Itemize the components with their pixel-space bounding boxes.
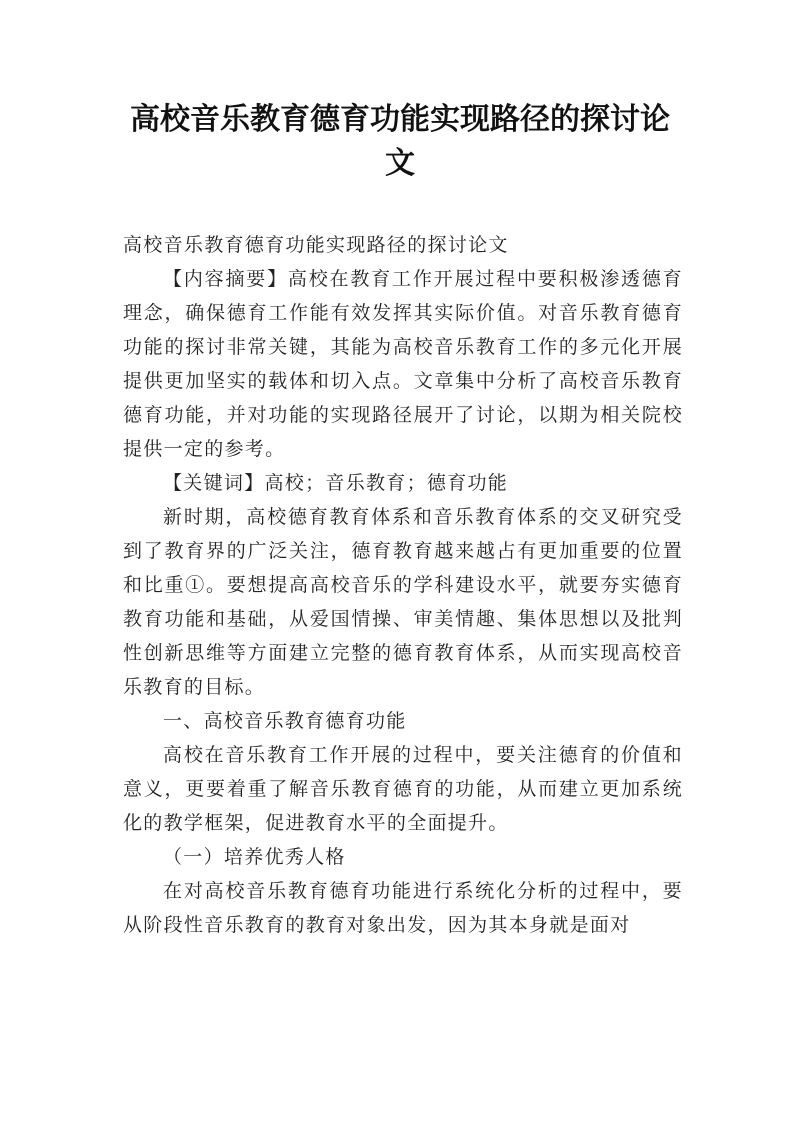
subsection-paragraph-1: 在对高校音乐教育德育功能进行系统化分析的过程中，要从阶段性音乐教育的教育对象出发，因为其本身就是面对 [123, 880, 683, 936]
title-line-2: 文 [385, 146, 415, 181]
abstract-paragraph: 【内容摘要】高校在教育工作开展过程中要积极渗透德育理念，确保德育工作能有效发挥其实际价值。对音乐教育德育功能的探讨非常关键，其能为高校音乐教育工作的多元化开展提供更加坚实的载体和切入点。文章集中分析了高校音乐教育德育功能，并对功能的实现路径展开了讨论，以期为相关院校提供一定的参考。 [123, 268, 683, 460]
intro-paragraph: 新时期，高校德育教育体系和音乐教育体系的交叉研究受到了教育界的广泛关注，德育教育越来越占有更加重要的位置和比重①。要想提高高校音乐的学科建设水平，就要夯实德育教育功能和基础，从爱国情操、审美情趣、集体思想以及批判性创新思维等方面建立完整的德育教育体系，从而实现高校音乐教育的目标。 [123, 506, 683, 698]
keywords-paragraph: 【关键词】高校；音乐教育；德育功能 [163, 472, 509, 494]
subsection-heading-1: （一）培养优秀人格 [163, 846, 346, 868]
title-line-1: 高校音乐教育德育功能实现路径的探讨论 [130, 102, 670, 137]
subtitle-paragraph: 高校音乐教育德育功能实现路径的探讨论文 [123, 234, 509, 256]
section-heading-1: 一、高校音乐教育德育功能 [163, 710, 407, 732]
document-title [100, 98, 700, 186]
section-paragraph-1: 高校在音乐教育工作开展的过程中，要关注德育的价值和意义，更要着重了解音乐教育德育的功能，从而建立更加系统化的教学框架，促进教育水平的全面提升。 [123, 744, 683, 834]
document-body [123, 228, 683, 942]
